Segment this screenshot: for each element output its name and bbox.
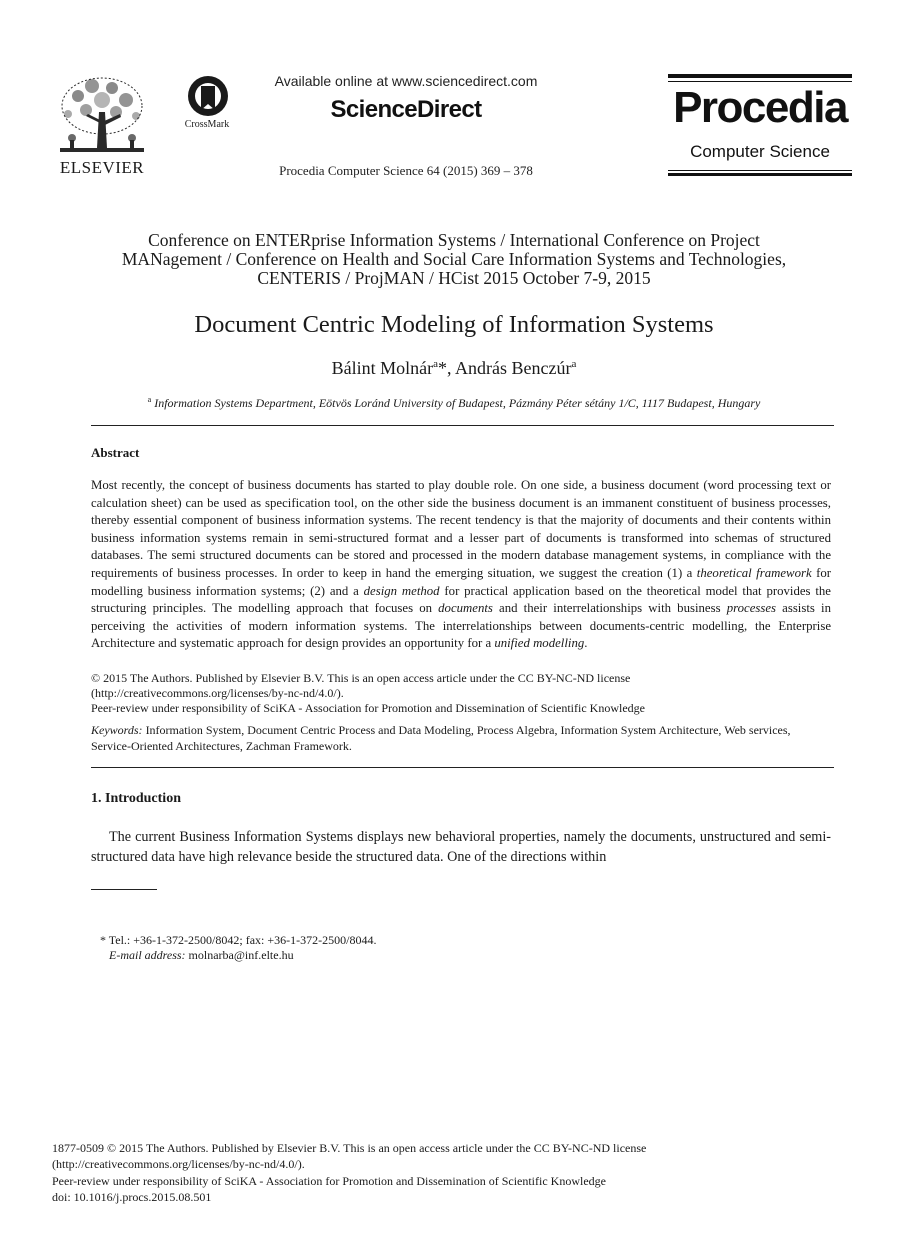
abstract-text: for modelling business information systems; (2) and a — [91, 565, 832, 598]
license-link[interactable]: (http://creativecommons.org/licenses/by-nc-nd/4.0/). — [91, 686, 344, 700]
procedia-title: Procedia — [673, 83, 847, 132]
abstract-text: . — [584, 636, 588, 651]
abstract-emphasis: processes — [726, 601, 777, 616]
paper-title: Document Centric Modeling of Information Systems — [194, 311, 714, 338]
journal-reference: Procedia Computer Science 64 (2015) 369 – 378 — [279, 163, 533, 178]
crossmark-label: CrossMark — [184, 119, 230, 130]
sciencedirect-brand: ScienceDirect — [330, 96, 482, 123]
conference-info — [70, 231, 838, 288]
affiliation — [60, 395, 848, 411]
footnote-email — [109, 947, 809, 963]
author-list — [60, 358, 848, 379]
abstract-emphasis: documents — [438, 601, 493, 616]
affiliation-mark: a — [571, 358, 577, 370]
introduction-heading: 1. Introduction — [91, 791, 181, 806]
corresponding-mark: *, — [438, 358, 456, 378]
abstract-text: and their interrelationships with business — [492, 601, 727, 616]
abstract-emphasis: unified modelling — [494, 636, 585, 651]
issn-license-line: 1877-0509 © 2015 The Authors. Published by Elsevier B.V. This is an open access article under the CC BY-NC-ND license — [52, 1141, 647, 1155]
abstract-emphasis: theoretical framework — [696, 565, 812, 580]
author-name: András Benczúr — [455, 358, 572, 378]
footnote-tel: * Tel.: +36-1-372-2500/8042; fax: +36-1-372-2500/8044. — [100, 933, 377, 947]
introduction-paragraph: The current Business Information Systems displays new behavioral properties, namely the documents, unstructured and semi-structured data have high relevance beside the structured data. One of the directions within — [91, 829, 831, 865]
keywords — [91, 722, 831, 754]
abstract-heading: Abstract — [91, 445, 140, 460]
footnote-rule — [91, 889, 157, 890]
author-name: Bálint Molnár — [331, 358, 434, 378]
available-online-text: Available online at www.sciencedirect.com — [274, 73, 538, 89]
conference-line-2: MANagement / Conference on Health and Social Care Information Systems and Technologies, — [121, 249, 787, 269]
procedia-top-rule — [668, 74, 852, 78]
abstract-text: assists in perceiving the activities of modern information systems. The interrelationships between documents-centric modelling, the Enterprise Architecture and systematic approach for design provides an opportunity for a — [91, 601, 831, 651]
conference-line-1: Conference on ENTERprise Information Systems / International Conference on Project — [148, 230, 760, 250]
license-link[interactable]: (http://creativecommons.org/licenses/by-nc-nd/4.0/). — [52, 1157, 305, 1172]
divider — [91, 767, 834, 768]
peer-review-line: Peer-review under responsibility of SciKA - Association for Promotion and Dissemination of Scientific Knowledge — [52, 1173, 606, 1188]
conference-line-3: CENTERIS / ProjMAN / HCist 2015 October 7-9, 2015 — [257, 268, 651, 288]
procedia-logo — [668, 74, 852, 176]
bottom-publication-notes — [52, 1140, 852, 1206]
divider — [91, 425, 834, 426]
keywords-text: Information System, Document Centric Process and Data Modeling, Process Algebra, Information System Architecture, Web services, Service-Oriented Architectures, Zachman Framework. — [91, 723, 791, 753]
email-label: E-mail address: — [109, 948, 186, 962]
keywords-label: Keywords: — [91, 723, 143, 737]
introduction-body — [91, 828, 831, 867]
email-address[interactable]: molnarba@inf.elte.hu — [185, 948, 294, 962]
affiliation-mark: a — [433, 358, 438, 370]
publisher-name: ELSEVIER — [59, 158, 145, 177]
abstract-emphasis: design method — [363, 583, 440, 598]
license-line: © 2015 The Authors. Published by Elsevier B.V. This is an open access article under the CC BY-NC-ND license — [91, 671, 631, 685]
abstract-text: for practical application based on the theoretical model that provides the structuring principles. The modelling approach that focuses on — [91, 583, 831, 616]
procedia-top-thin-rule — [668, 81, 852, 82]
abstract-text: Most recently, the concept of business documents has started to play double role. On one side, a business document (word processing text or calculation sheet) can be used as specification tool, on the other side the business document is an immanent constituent of business processes, thereby essential component of business information systems. The recent tendency is that the majority of documents and their contents within business information systems remain in semi-structured format and a lesser part of documents is transformed into schemas of structured databases. The semi structured documents can be stored and processed in the modern database management systems, in compliance with the requirements of business processes. In order to keep in hand the emerging situation, we suggest the creation (1) a — [91, 478, 831, 580]
affiliation-text: Information Systems Department, Eötvös Loránd University of Budapest, Pázmány Péter sétány 1/C, 1117 Budapest, Hungary — [154, 396, 761, 410]
peer-review-line: Peer-review under responsibility of SciKA - Association for Promotion and Dissemination of Scientific Knowledge — [91, 701, 645, 715]
procedia-bottom-thin-rule — [668, 170, 852, 171]
abstract-body — [91, 477, 831, 653]
doi-line[interactable]: doi: 10.1016/j.procs.2015.08.501 — [52, 1190, 212, 1205]
procedia-bottom-rule — [668, 173, 852, 176]
procedia-subtitle: Computer Science — [690, 142, 830, 161]
license-block — [91, 671, 831, 716]
affiliation-mark: a — [147, 395, 152, 404]
